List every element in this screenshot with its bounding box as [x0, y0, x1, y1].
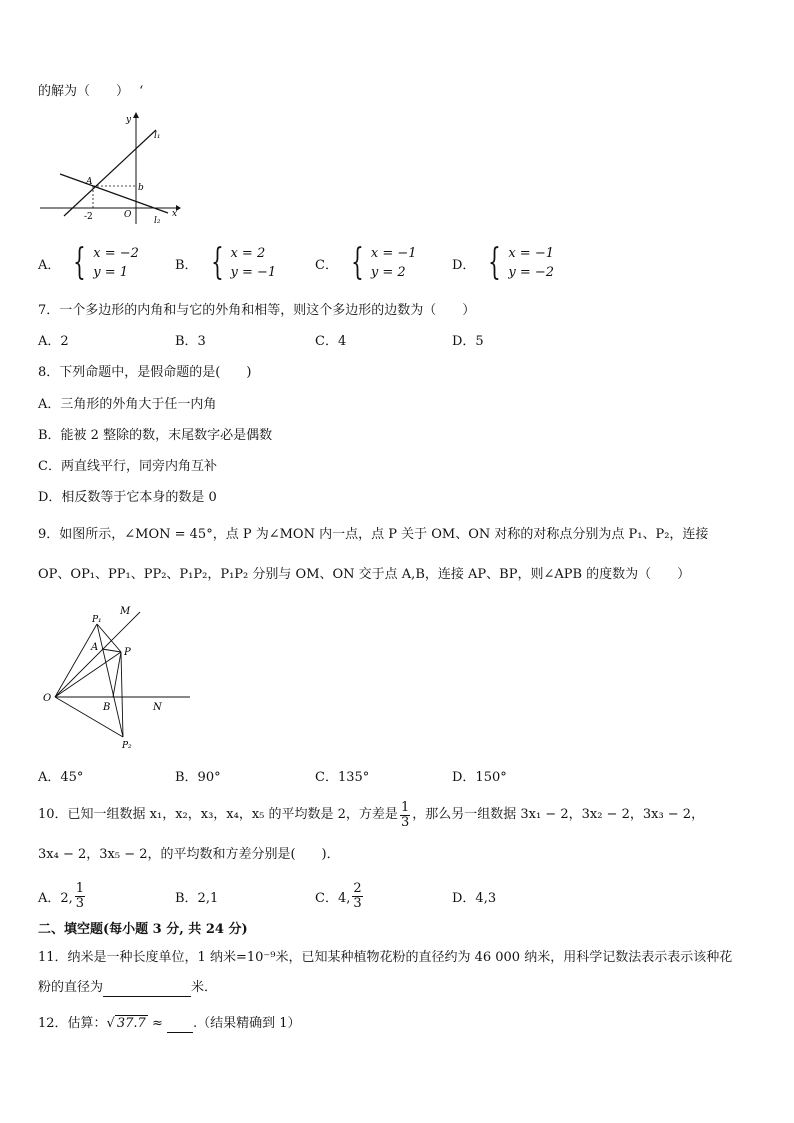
neg2-label: -2 — [84, 212, 93, 222]
q11-answer-blank[interactable] — [103, 982, 191, 997]
option-label: B． — [175, 257, 198, 273]
x-label: x — [172, 209, 178, 219]
option-fraction — [352, 882, 362, 911]
q11-text-a: 粉的直径为 — [38, 980, 104, 995]
q6-option-c[interactable] — [315, 243, 417, 283]
equation-system — [346, 244, 417, 282]
option-label: D．4,3 — [452, 890, 497, 906]
q8-option-c[interactable]: C．两直线平行，同旁内角互补 — [38, 459, 217, 474]
eq2: y = −1 — [230, 265, 277, 280]
sqrt-glyph: √ — [106, 1016, 115, 1031]
q11-text-b: 米． — [191, 980, 218, 995]
eq1: x = −1 — [370, 246, 417, 261]
option-label: C．4, — [315, 890, 351, 906]
q8-option-b[interactable]: B．能被 2 整除的数，末尾数字必是偶数 — [38, 428, 273, 443]
frac-denominator: 3 — [400, 814, 410, 830]
q12-radicand: 37.7 — [116, 1016, 146, 1031]
q10-fraction — [400, 801, 410, 830]
y-label: y — [126, 115, 132, 125]
q9-figure — [40, 600, 200, 752]
eq1: x = −2 — [93, 246, 139, 261]
label-A: A — [91, 642, 99, 653]
frac-numerator: 1 — [75, 880, 85, 896]
q10-option-c[interactable] — [315, 878, 365, 914]
q7-stem: 7．一个多边形的内角和与它的外角和相等，则这个多边形的边数为（ ） — [38, 303, 476, 318]
seg-OP1 — [55, 624, 97, 697]
option-label: D． — [452, 257, 476, 273]
q7-option-d[interactable]: D．5 — [452, 334, 484, 349]
l2-label: l₂ — [154, 216, 161, 226]
q6-option-a[interactable] — [38, 243, 139, 283]
brace-glyph: { — [488, 242, 502, 283]
q8-stem: 8．下列命题中，是假命题的是( ) — [38, 365, 252, 380]
q10-stem-line2: 3x₄ − 2，3x₅ − 2，的平均数和方差分别是( )． — [38, 847, 340, 862]
q9-option-b[interactable]: B．90° — [175, 770, 221, 785]
origin-label: O — [124, 210, 132, 220]
q12-text-b: .（结果精确到 1） — [192, 1016, 301, 1031]
seg-OP2 — [55, 697, 123, 737]
y-axis-arrow — [133, 112, 139, 118]
label-P1: P₁ — [92, 615, 102, 625]
q9-option-a[interactable]: A．45° — [38, 770, 84, 785]
q7-option-b[interactable]: B．3 — [175, 334, 206, 349]
q9-stem-line2: OP、OP₁、PP₁、PP₂、P₁P₂，P₁P₂ 分别与 OM、ON 交于点 A,B，连接 AP、BP，则∠APB 的度数为（ ） — [38, 567, 691, 582]
eq2: y = −2 — [508, 265, 555, 280]
eq1: x = −1 — [508, 246, 554, 261]
q6-mark: ‘ — [139, 84, 144, 99]
seg-AP — [102, 649, 121, 652]
option-label: C． — [315, 257, 338, 273]
equation-system — [68, 244, 139, 282]
equation-system — [483, 244, 554, 282]
l1-label: l₁ — [154, 131, 161, 141]
q10-option-d[interactable] — [452, 878, 496, 914]
brace-glyph: { — [210, 242, 224, 283]
equation-system — [206, 244, 277, 282]
frac-denominator: 3 — [353, 895, 362, 911]
q9-option-c[interactable]: C．135° — [315, 770, 370, 785]
q8-option-a[interactable]: A．三角形的外角大于任一内角 — [38, 397, 217, 412]
q12-approx: ≈ — [151, 1016, 163, 1031]
q12-stem — [38, 1015, 301, 1033]
label-P2: P₂ — [122, 741, 132, 751]
q10-stem-line1 — [38, 800, 704, 830]
q10-option-b[interactable] — [175, 878, 218, 914]
frac-numerator: 2 — [353, 880, 362, 896]
seg-P1P2 — [97, 624, 123, 737]
q6-option-b[interactable] — [175, 243, 276, 283]
q6-figure — [38, 112, 183, 227]
label-N: N — [153, 702, 162, 713]
q12-text-a: 12．估算： — [38, 1016, 107, 1031]
seg-OP — [55, 652, 121, 697]
option-label: A． — [38, 257, 61, 273]
q10-options — [38, 878, 738, 914]
q11-stem-line1: 11．纳米是一种长度单位，1 纳米=10⁻⁹米，已知某种植物花粉的直径约为 46 000 纳米，用科学记数法表示表示该种花 — [38, 950, 733, 965]
section-2-title: 二、填空题(每小题 3 分, 共 24 分) — [38, 922, 248, 937]
q6-option-d[interactable] — [452, 243, 554, 283]
q12-answer-blank[interactable] — [167, 1018, 193, 1033]
q6-stem-tail — [38, 83, 143, 101]
label-O: O — [43, 693, 52, 704]
line-l2 — [60, 174, 168, 213]
option-label: B．2,1 — [175, 890, 219, 906]
seg-BP — [113, 652, 121, 697]
q9-stem-line1: 9．如图所示，∠MON = 45°，点 P 为∠MON 内一点，点 P 关于 OM、ON 对称的对称点分别为点 P₁、P₂，连接 — [38, 527, 709, 542]
point-A-label: A — [86, 177, 93, 187]
q6-stem-text: 的解为（ ） — [38, 84, 130, 99]
seg-PP2 — [121, 652, 123, 737]
q7-option-a[interactable]: A．2 — [38, 334, 69, 349]
q10-stem-b: ，那么另一组数据 3x₁ − 2，3x₂ − 2，3x₃ − 2， — [412, 807, 705, 822]
brace-glyph: { — [73, 242, 87, 283]
eq2: y = 2 — [370, 265, 406, 280]
option-label: A．2, — [38, 890, 73, 906]
q10-option-a[interactable] — [38, 878, 87, 914]
q11-stem-line2 — [38, 979, 217, 997]
q6-options — [38, 243, 738, 283]
q7-option-c[interactable]: C．4 — [315, 334, 347, 349]
eq2: y = 1 — [93, 265, 129, 280]
eq1: x = 2 — [230, 246, 266, 261]
q9-option-d[interactable]: D．150° — [452, 770, 507, 785]
label-P: P — [124, 647, 131, 658]
label-M: M — [120, 606, 131, 617]
q8-option-d[interactable]: D．相反数等于它本身的数是 0 — [38, 490, 217, 505]
b-label: b — [138, 183, 144, 193]
frac-denominator: 3 — [75, 895, 85, 911]
brace-glyph: { — [351, 242, 364, 283]
frac-numerator: 1 — [400, 799, 410, 815]
q10-stem-a: 10．已知一组数据 x₁，x₂，x₃，x₄，x₅ 的平均数是 2，方差是 — [38, 807, 398, 822]
label-B: B — [103, 702, 111, 713]
option-fraction — [75, 882, 85, 911]
